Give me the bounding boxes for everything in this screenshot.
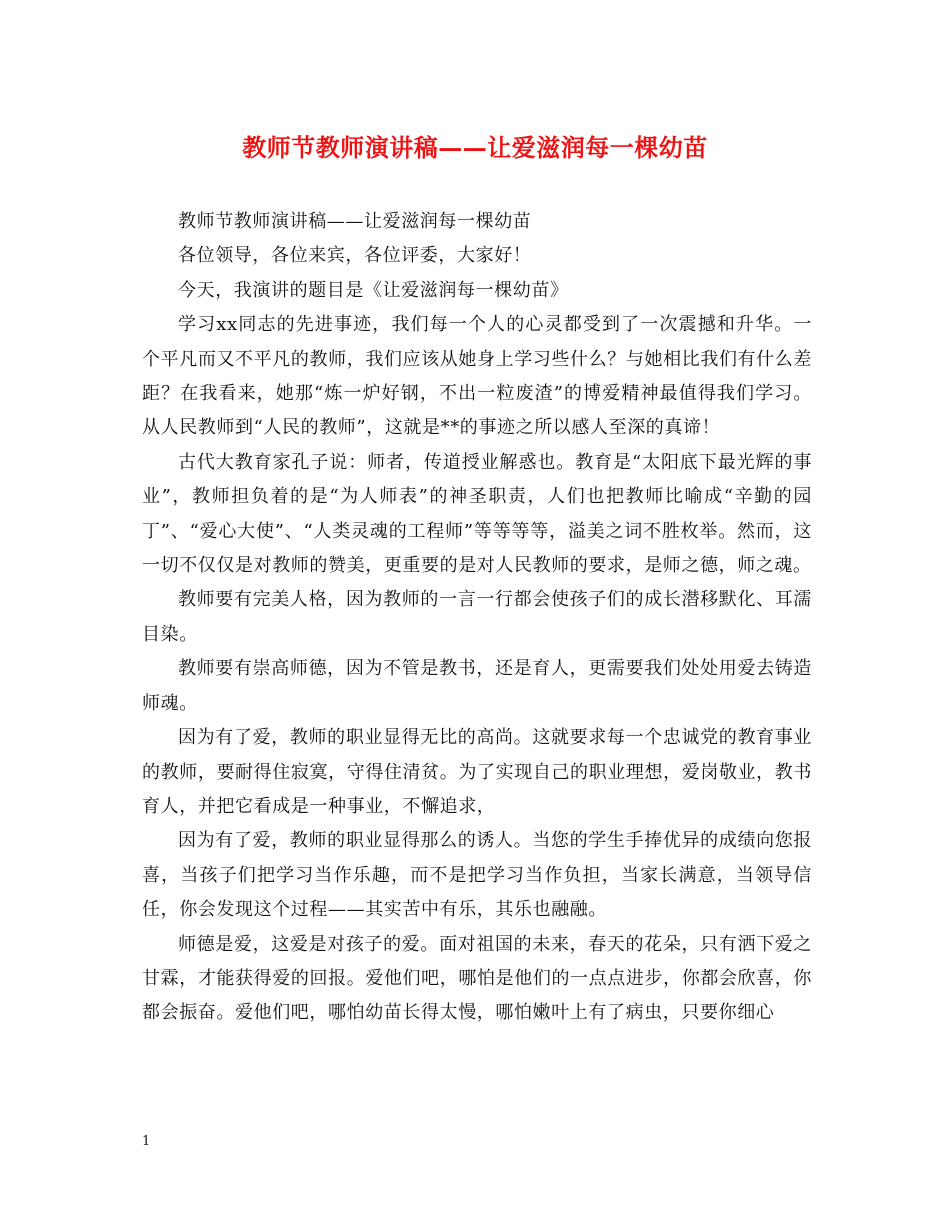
- paragraph: 教师节教师演讲稿——让爱滋润每一棵幼苗: [178, 211, 532, 232]
- paragraph: 今天，我演讲的题目是《让爱滋润每一棵幼苗》: [178, 279, 569, 301]
- document-body: [142, 205, 812, 1031]
- paragraph: 教师要有崇高师德，因为不管是教书，还是育人，更需要我们处处用爱去铸造师魂。: [142, 658, 812, 714]
- page-number: 1: [142, 1134, 151, 1149]
- paragraph: 古代大教育家孔子说：师者，传道授业解惑也。教育是“太阳底下最光辉的事业”，教师担负着的是“为人师表”的神圣职责，人们也把教师比喻成“辛勤的园丁”、“爱心大使”、“人类灵魂的工程师”等等等等，溢美之词不胜枚举。然而，这一切不仅仅是对教师的赞美，更重要的是对人民教师的要求，是师之德，师之魂。: [142, 451, 812, 577]
- paragraph: 学习xx同志的先进事迹，我们每一个人的心灵都受到了一次震撼和升华。一个平凡而又不平凡的教师，我们应该从她身上学习些什么？与她相比我们有什么差距？在我看来，她那“炼一炉好钢，不出一粒废渣”的博爱精神最值得我们学习。从人民教师到“人民的教师”，这就是**的事迹之所以感人至深的真谛！: [142, 314, 812, 439]
- paragraph: 教师要有完美人格，因为教师的一言一行都会使孩子们的成长潜移默化、耳濡目染。: [142, 589, 812, 645]
- paragraph: 各位领导，各位来宾，各位评委，大家好！: [178, 245, 532, 267]
- paragraph: 因为有了爱，教师的职业显得那么的诱人。当您的学生手捧优异的成绩向您报喜，当孩子们把学习当作乐趣，而不是把学习当作负担，当家长满意，当领导信任，你会发现这个过程——其实苦中有乐，其乐也融融。: [142, 830, 812, 921]
- paragraph: 师德是爱，这爱是对孩子的爱。面对祖国的未来，春天的花朵，只有洒下爱之甘霖，才能获得爱的回报。爱他们吧，哪怕是他们的一点点进步，你都会欣喜，你都会振奋。爱他们吧，哪怕幼苗长得太慢，哪怕嫩叶上有了病虫，只要你细心: [142, 933, 812, 1024]
- paragraph: 因为有了爱，教师的职业显得无比的高尚。这就要求每一个忠诚党的教育事业的教师，要耐得住寂寞，守得住清贫。为了实现自己的职业理想，爱岗敬业，教书育人，并把它看成是一种事业，不懈追求，: [142, 727, 812, 817]
- document-title: 教师节教师演讲稿——让爱滋润每一棵幼苗: [242, 133, 708, 162]
